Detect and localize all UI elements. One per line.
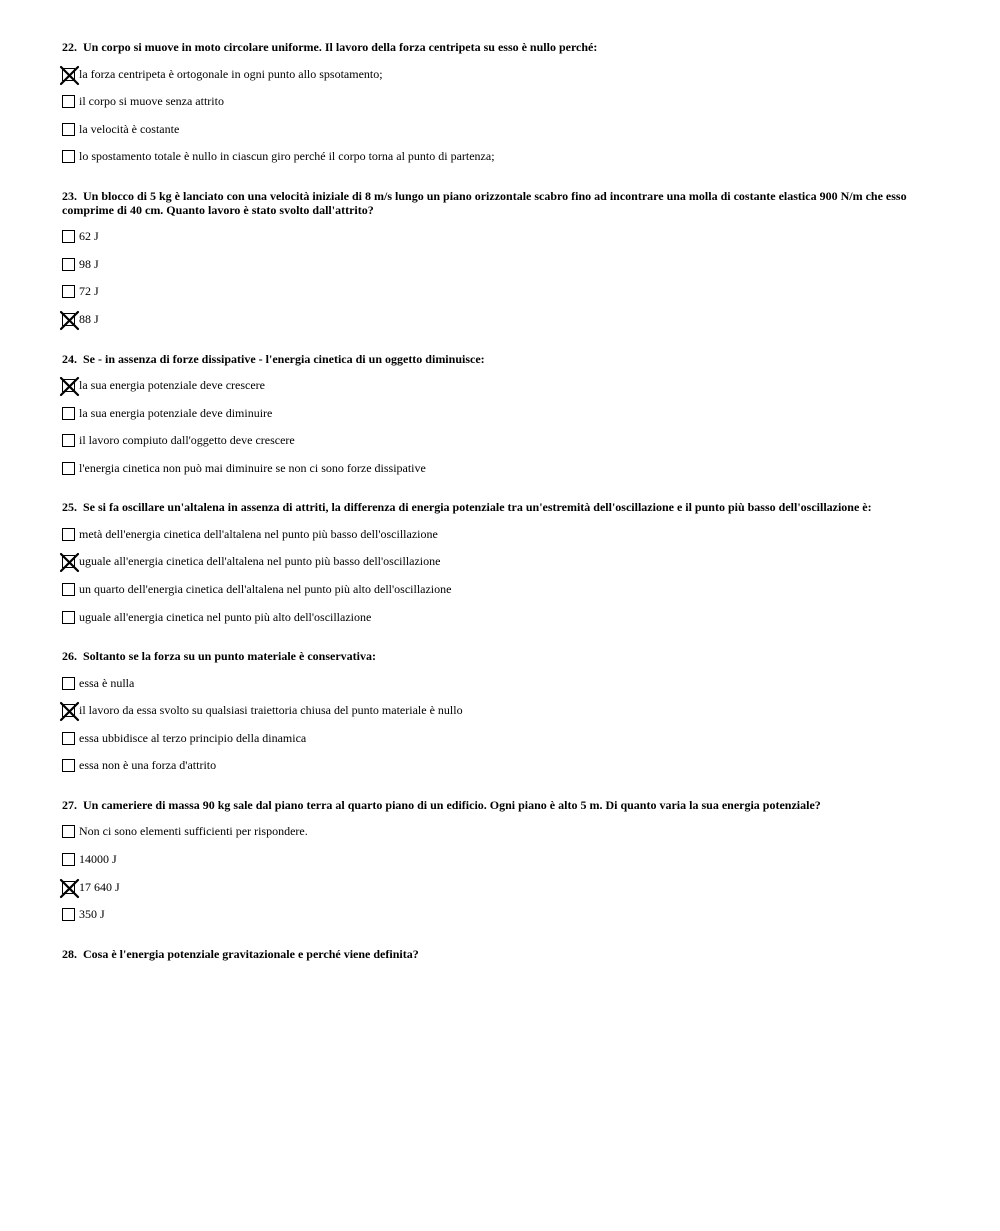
question-number: 23. bbox=[62, 188, 77, 203]
question-text bbox=[62, 189, 942, 217]
checkbox-checked[interactable] bbox=[62, 881, 75, 894]
question-text bbox=[62, 649, 942, 663]
answer-option[interactable] bbox=[62, 673, 942, 693]
option-label: il lavoro da essa svolto su qualsiasi traiettoria chiusa del punto materiale è nullo bbox=[79, 703, 463, 718]
option-label: la sua energia potenziale deve crescere bbox=[79, 378, 265, 393]
question-block bbox=[62, 189, 942, 330]
option-label: 98 J bbox=[79, 256, 99, 271]
question-text bbox=[62, 947, 942, 961]
option-label: 350 J bbox=[79, 907, 105, 922]
option-label: essa non è una forza d'attrito bbox=[79, 758, 217, 773]
checkbox[interactable] bbox=[62, 434, 75, 447]
checkbox[interactable] bbox=[62, 95, 75, 108]
question-number: 26. bbox=[62, 649, 77, 664]
question-block bbox=[62, 40, 942, 167]
checkbox[interactable] bbox=[62, 528, 75, 541]
answer-option[interactable] bbox=[62, 458, 942, 478]
question-number: 27. bbox=[62, 797, 77, 812]
option-label: essa ubbidisce al terzo principio della dinamica bbox=[79, 730, 307, 745]
answer-option[interactable] bbox=[62, 431, 942, 451]
checkbox-checked[interactable] bbox=[62, 313, 75, 326]
option-label: 14000 J bbox=[79, 852, 117, 866]
question-block bbox=[62, 352, 942, 479]
answer-option[interactable] bbox=[62, 877, 942, 897]
option-label: 62 J bbox=[79, 229, 99, 244]
question-prompt: Cosa è l'energia potenziale gravitazionale e perché viene definita? bbox=[83, 946, 419, 961]
checkbox[interactable] bbox=[62, 230, 75, 243]
checkbox[interactable] bbox=[62, 853, 75, 866]
answer-option[interactable] bbox=[62, 147, 942, 167]
answer-option[interactable] bbox=[62, 403, 942, 423]
answer-option[interactable] bbox=[62, 376, 942, 396]
checkbox[interactable] bbox=[62, 825, 75, 838]
answer-option[interactable] bbox=[62, 524, 942, 544]
option-label: uguale all'energia cinetica dell'altalena nel punto più basso dell'oscillazione bbox=[79, 554, 441, 569]
question-prompt: Un cameriere di massa 90 kg sale dal piano terra al quarto piano di un edificio. Ogni piano è alto 5 m. Di quanto varia la sua energia potenziale? bbox=[83, 797, 821, 812]
checkbox[interactable] bbox=[62, 908, 75, 921]
question-text bbox=[62, 500, 942, 514]
option-label: la forza centripeta è ortogonale in ogni punto allo spsotamento; bbox=[79, 66, 383, 81]
question-text bbox=[62, 40, 942, 54]
cross-mark-icon bbox=[59, 65, 80, 86]
question-prompt: Se - in assenza di forze dissipative - l'energia cinetica di un oggetto diminuisce: bbox=[83, 351, 485, 366]
question-number: 28. bbox=[62, 946, 77, 961]
checkbox-checked[interactable] bbox=[62, 68, 75, 81]
question-number: 25. bbox=[62, 500, 77, 515]
checkbox[interactable] bbox=[62, 759, 75, 772]
checkbox[interactable] bbox=[62, 285, 75, 298]
question-prompt: Un corpo si muove in moto circolare uniforme. Il lavoro della forza centripeta su esso è nullo perché: bbox=[83, 40, 598, 54]
question-prompt: Soltanto se la forza su un punto materiale è conservativa: bbox=[83, 649, 376, 664]
option-label: Non ci sono elementi sufficienti per rispondere. bbox=[79, 824, 308, 839]
checkbox-checked[interactable] bbox=[62, 555, 75, 568]
option-label: l'energia cinetica non può mai diminuire se non ci sono forze dissipative bbox=[79, 460, 426, 475]
checkbox-checked[interactable] bbox=[62, 704, 75, 717]
answer-option[interactable] bbox=[62, 905, 942, 925]
option-label: essa è nulla bbox=[79, 675, 135, 690]
answer-option[interactable] bbox=[62, 254, 942, 274]
option-label: uguale all'energia cinetica nel punto più alto dell'oscillazione bbox=[79, 609, 372, 624]
quiz-page bbox=[62, 40, 942, 983]
answer-option[interactable] bbox=[62, 227, 942, 247]
answer-option[interactable] bbox=[62, 607, 942, 627]
checkbox[interactable] bbox=[62, 583, 75, 596]
question-number: 24. bbox=[62, 351, 77, 366]
answer-option[interactable] bbox=[62, 701, 942, 721]
cross-mark-icon bbox=[59, 552, 80, 573]
checkbox[interactable] bbox=[62, 150, 75, 163]
answer-option[interactable] bbox=[62, 822, 942, 842]
question-block bbox=[62, 649, 942, 776]
answer-option[interactable] bbox=[62, 728, 942, 748]
question-text bbox=[62, 352, 942, 366]
answer-option[interactable] bbox=[62, 310, 942, 330]
question-prompt: Un blocco di 5 kg è lanciato con una velocità iniziale di 8 m/s lungo un piano orizzontale scabro fino ad incontrare una molla di costante elastica 900 N/m che esso comprime di 40 cm. Quanto lavoro è stato svolto dall'attrito? bbox=[62, 188, 907, 217]
checkbox[interactable] bbox=[62, 462, 75, 475]
cross-mark-icon bbox=[59, 376, 80, 397]
question-block bbox=[62, 500, 942, 627]
cross-mark-icon bbox=[59, 878, 80, 899]
answer-option[interactable] bbox=[62, 119, 942, 139]
option-label: la sua energia potenziale deve diminuire bbox=[79, 405, 273, 420]
option-label: 72 J bbox=[79, 284, 99, 299]
checkbox[interactable] bbox=[62, 677, 75, 690]
option-label: il corpo si muove senza attrito bbox=[79, 94, 224, 109]
checkbox[interactable] bbox=[62, 123, 75, 136]
checkbox[interactable] bbox=[62, 407, 75, 420]
cross-mark-icon bbox=[59, 310, 80, 331]
answer-option[interactable] bbox=[62, 92, 942, 112]
question-block bbox=[62, 947, 942, 961]
question-prompt: Se si fa oscillare un'altalena in assenza di attriti, la differenza di energia potenziale tra un'estremità dell'oscillazione e il punto più basso dell'oscillazione è: bbox=[83, 500, 872, 515]
question-block bbox=[62, 798, 942, 925]
answer-option[interactable] bbox=[62, 756, 942, 776]
option-label: la velocità è costante bbox=[79, 121, 180, 136]
option-label: 17 640 J bbox=[79, 879, 120, 894]
option-label: metà dell'energia cinetica dell'altalena nel punto più basso dell'oscillazione bbox=[79, 526, 438, 541]
checkbox[interactable] bbox=[62, 611, 75, 624]
option-label: lo spostamento totale è nullo in ciascun giro perché il corpo torna al punto di partenza; bbox=[79, 149, 495, 164]
answer-option[interactable] bbox=[62, 580, 942, 600]
answer-option[interactable] bbox=[62, 552, 942, 572]
checkbox[interactable] bbox=[62, 732, 75, 745]
answer-option[interactable] bbox=[62, 64, 942, 84]
option-label: 88 J bbox=[79, 312, 99, 327]
checkbox[interactable] bbox=[62, 258, 75, 271]
question-number: 22. bbox=[62, 40, 77, 54]
option-label: un quarto dell'energia cinetica dell'altalena nel punto più alto dell'oscillazione bbox=[79, 582, 452, 597]
question-text bbox=[62, 798, 942, 812]
checkbox-checked[interactable] bbox=[62, 379, 75, 392]
answer-option[interactable] bbox=[62, 850, 942, 870]
option-label: il lavoro compiuto dall'oggetto deve crescere bbox=[79, 433, 295, 448]
answer-option[interactable] bbox=[62, 282, 942, 302]
cross-mark-icon bbox=[59, 701, 80, 722]
